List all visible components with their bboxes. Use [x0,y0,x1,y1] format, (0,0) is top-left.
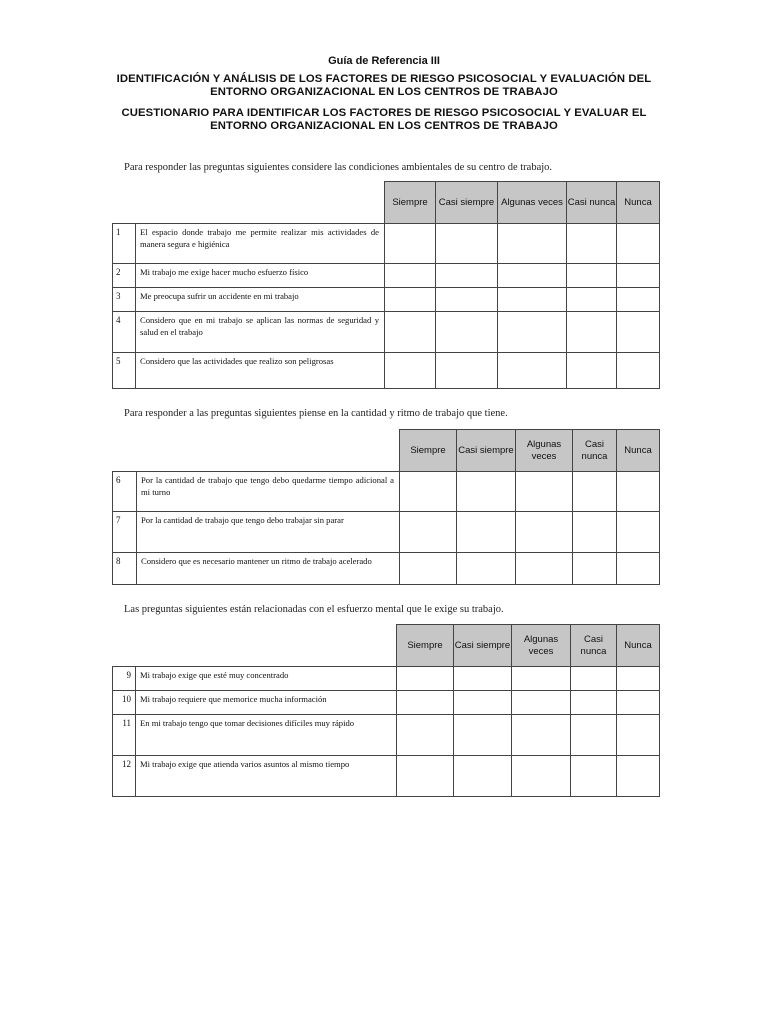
table-row [113,353,660,389]
answer-cell[interactable] [400,472,457,512]
table-row [113,667,660,691]
question-number: 10 [113,691,136,715]
answer-cell[interactable] [454,691,512,715]
question-number: 3 [113,288,136,312]
answer-cell[interactable] [454,715,512,756]
answer-cell[interactable] [498,312,567,353]
answer-cell[interactable] [436,288,498,312]
header-casi-nunca: Casi nunca [571,625,617,667]
answer-cell[interactable] [617,715,660,756]
header-casi-siempre: Casi siempre [457,430,516,472]
answer-cell[interactable] [571,715,617,756]
answer-cell[interactable] [516,553,573,585]
header-siempre: Siempre [400,430,457,472]
guide-label: Guía de Referencia III [328,55,440,67]
table-row [113,756,660,797]
header-casi-siempre: Casi siempre [454,625,512,667]
answer-cell[interactable] [397,756,454,797]
answer-cell[interactable] [454,756,512,797]
table-row [113,715,660,756]
answer-cell[interactable] [573,553,617,585]
question-number: 6 [113,472,137,512]
answer-cell[interactable] [385,312,436,353]
question-number: 1 [113,224,136,264]
answer-cell[interactable] [457,553,516,585]
answer-cell[interactable] [573,512,617,553]
answer-cell[interactable] [498,288,567,312]
answer-cell[interactable] [571,691,617,715]
question-text: Considero que en mi trabajo se aplican las normas de seguridad y salud en el trabajo [136,312,385,353]
answer-cell[interactable] [617,224,660,264]
table-row [113,553,660,585]
answer-cell[interactable] [617,472,660,512]
question-text: Mi trabajo exige que esté muy concentrado [136,667,397,691]
header-casi-nunca: Casi nunca [567,182,617,224]
answer-cell[interactable] [567,224,617,264]
answer-cell[interactable] [571,667,617,691]
answer-cell[interactable] [457,472,516,512]
answer-cell[interactable] [457,512,516,553]
questionnaire-title: CUESTIONARIO PARA IDENTIFICAR LOS FACTORES DE RIESGO PSICOSOCIAL Y EVALUAR EL ENTORNO ORGANIZACIONAL EN LOS CENTROS DE TRABAJO [121,107,647,132]
header-nunca: Nunca [617,430,660,472]
header-siempre: Siempre [397,625,454,667]
answer-cell[interactable] [512,756,571,797]
header-casi-nunca: Casi nunca [573,430,617,472]
question-text: Por la cantidad de trabajo que tengo debo trabajar sin parar [137,512,400,553]
section-1-table [112,181,660,389]
answer-cell[interactable] [397,667,454,691]
header-nunca: Nunca [617,182,660,224]
header-casi-siempre: Casi siempre [436,182,498,224]
answer-cell[interactable] [436,224,498,264]
answer-cell[interactable] [454,667,512,691]
answer-cell[interactable] [385,224,436,264]
answer-cell[interactable] [400,553,457,585]
question-text: Mi trabajo me exige hacer mucho esfuerzo físico [136,264,385,288]
table-row [113,312,660,353]
answer-cell[interactable] [512,667,571,691]
question-number: 4 [113,312,136,353]
answer-cell[interactable] [617,691,660,715]
question-number: 11 [113,715,136,756]
document-title: IDENTIFICACIÓN Y ANÁLISIS DE LOS FACTORES DE RIESGO PSICOSOCIAL Y EVALUACIÓN DEL ENTORNO ORGANIZACIONAL EN LOS CENTROS DE TRABAJO [116,73,652,98]
question-number: 8 [113,553,137,585]
answer-cell[interactable] [400,512,457,553]
answer-cell[interactable] [567,353,617,389]
answer-cell[interactable] [512,691,571,715]
question-text: En mi trabajo tengo que tomar decisiones difíciles muy rápido [136,715,397,756]
question-text: El espacio donde trabajo me permite realizar mis actividades de manera segura e higiénica [136,224,385,264]
answer-cell[interactable] [617,756,660,797]
table-row [113,264,660,288]
answer-cell[interactable] [617,312,660,353]
question-text: Considero que las actividades que realizo son peligrosas [136,353,385,389]
answer-cell[interactable] [617,353,660,389]
header-algunas-veces: Algunas veces [516,430,573,472]
answer-cell[interactable] [436,264,498,288]
answer-cell[interactable] [498,353,567,389]
answer-cell[interactable] [436,312,498,353]
answer-cell[interactable] [385,288,436,312]
section-1-intro: Para responder las preguntas siguientes considere las condiciones ambientales de su centro de trabajo. [124,162,553,173]
answer-cell[interactable] [516,512,573,553]
table-row [113,691,660,715]
answer-cell[interactable] [567,264,617,288]
question-number: 7 [113,512,137,553]
question-text: Mi trabajo requiere que memorice mucha información [136,691,397,715]
section-3-intro: Las preguntas siguientes están relacionadas con el esfuerzo mental que le exige su trabajo. [124,604,504,615]
section-2-table [112,429,660,585]
question-number: 12 [113,756,136,797]
answer-cell[interactable] [617,288,660,312]
answer-cell[interactable] [516,472,573,512]
table-row [113,288,660,312]
answer-cell[interactable] [617,264,660,288]
answer-cell[interactable] [498,224,567,264]
answer-cell[interactable] [385,264,436,288]
question-number: 9 [113,667,136,691]
answer-cell[interactable] [571,756,617,797]
section-2-intro: Para responder a las preguntas siguientes piense en la cantidad y ritmo de trabajo que tiene. [124,408,508,419]
header-algunas-veces: Algunas veces [512,625,571,667]
section-3-table [112,624,660,797]
answer-cell[interactable] [573,472,617,512]
header-algunas-veces: Algunas veces [498,182,567,224]
answer-cell[interactable] [397,691,454,715]
answer-cell[interactable] [567,288,617,312]
answer-cell[interactable] [436,353,498,389]
answer-cell[interactable] [385,353,436,389]
answer-cell[interactable] [498,264,567,288]
header-siempre: Siempre [385,182,436,224]
answer-cell[interactable] [617,512,660,553]
answer-cell[interactable] [512,715,571,756]
question-text: Me preocupa sufrir un accidente en mi trabajo [136,288,385,312]
answer-cell[interactable] [567,312,617,353]
question-text: Considero que es necesario mantener un ritmo de trabajo acelerado [137,553,400,585]
answer-cell[interactable] [617,667,660,691]
question-text: Mi trabajo exige que atienda varios asuntos al mismo tiempo [136,756,397,797]
answer-cell[interactable] [617,553,660,585]
table-row [113,224,660,264]
header-nunca: Nunca [617,625,660,667]
answer-cell[interactable] [397,715,454,756]
table-row [113,472,660,512]
table-row [113,512,660,553]
question-number: 2 [113,264,136,288]
question-text: Por la cantidad de trabajo que tengo debo quedarme tiempo adicional a mi turno [137,472,400,512]
question-number: 5 [113,353,136,389]
